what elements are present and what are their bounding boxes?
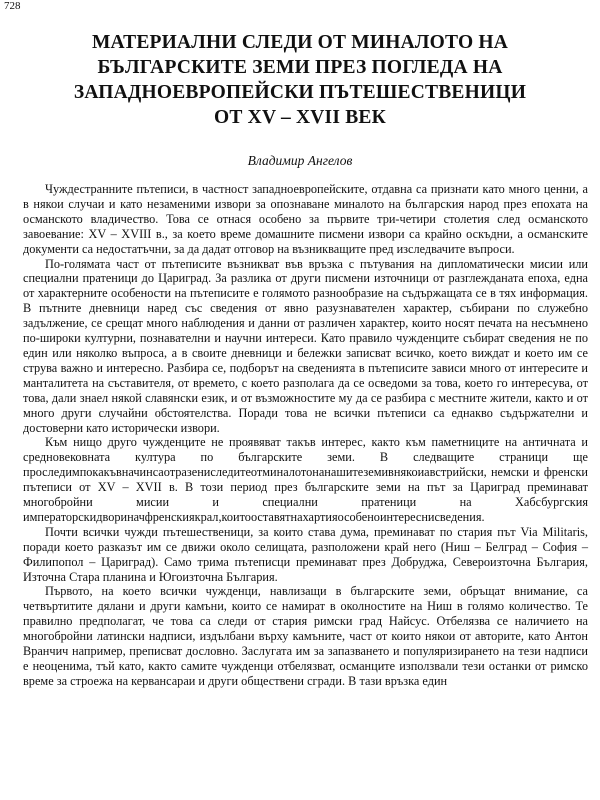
paragraph: Към нищо друго чужденците не проявяват такъв интерес, както към паметниците на античната и средновековната култура по българските земи. В следващите страници ще проследимпокакъвначинсаотразениследитеотминалотонанашитеземивнякоиавстрийски, немски и френски пътеписи от XV – XVII в. В този период през българските земи на път за Цариград преминават многобройни мисии и специални пратеници на Хабсбургския императорскидвориначфренскиякрал,коитооставятнахартияособеноинтереснисведения. xyxy=(23,435,588,524)
paragraph: Първото, на което всички чужденци, навлизащи в българските земи, обръщат внимание, са четвъртитите дялани и други камъни, които се намират в околностите на Ниш в голямо количество. Те правилно предполагат, че това са следи от стария римски град Найсус. Отбелязва се наличието на многобройни латински надписи, издълбани върху камъните, част от които някои от авторите, като Антон Вранчич например, преписват дословно. Заслугата им за запазването и популяризирането на тези надписи е неоценима, тъй като, както самите чужденци отбелязват, османците използвали тези останки от римско време за строежа на кервансараи и други обществени сгради. В тази връзка един xyxy=(23,584,588,688)
paragraph: По-голямата част от пътеписите възникват във връзка с пътувания на дипломатически мисии или специални пратеници до Цариград. За разлика от други писмени източници от разглежданата епоха, една от характерните особености на пътеписите е голямото разнообразие на съдържащата се в тях информация. В пътните дневници наред със сведения от явно разузнавателен характер, събирани по служебно задължение, се срещат много наблюдения и данни от различен характер, които носят печата на несъмнено по-широки културни, познавателни и научни интереси. Като правило чужденците събират сведения не по един или няколко въпроса, а в своите дневници и бележки записват всичко, което виждат и което им се струва важно и интересно. Разбира се, подборът на сведенията в пътеписите зависи много от интересите и манталитета на съставителя, от времето, с което разполага да се осведоми за това, което го интересува, от това, дали знаел някой славянски език, и от възможностите му да се разбира с местните жители, както и от много други случайни обстоятелства. Поради това не всички пътеписи са еднакво съдържателни и достоверни като исторически извори. xyxy=(23,256,588,435)
author-name: Владимир Ангелов xyxy=(247,153,353,168)
page-number: 728 xyxy=(4,0,21,12)
paragraph: Почти всички чужди пътешественици, за които става дума, преминават по стария път Via Militaris, поради което разказът им се движи около селищата, разположени край него (Ниш – Белград – София – Филипопол – Цариград). Само трима пътеписци преминават през Добруджа, Североизточна България, Източна Стара планина и Югоизточна България. xyxy=(23,524,588,584)
title-line: ЗАПАДНОЕВРОПЕЙСКИ ПЪТЕШЕСТВЕНИЦИ xyxy=(73,82,527,103)
title-line: МАТЕРИАЛНИ СЛЕДИ ОТ МИНАЛОТО НА xyxy=(91,32,509,53)
paragraph: Чуждестранните пътеписи, в частност западноевропейските, отдавна са признати като много ценни, а в някои случаи и като незаменими извори за опознаване миналото на българския народ през епохата на османското владичество. Това се отнася особено за първите три-четири столетия след османското завоевание: XV – XVIII в., за което време домашните писмени извори са крайно оскъдни, а османските документи са недостатъчни, за да дадат отговор на възникващите пред изследвачите въпроси. xyxy=(23,182,588,256)
title-line: БЪЛГАРСКИТЕ ЗЕМИ ПРЕЗ ПОГЛЕДА НА xyxy=(97,57,503,78)
title-line: ОТ XV – XVII ВЕК xyxy=(214,107,386,128)
article-title xyxy=(40,30,560,130)
article-body xyxy=(23,182,588,689)
